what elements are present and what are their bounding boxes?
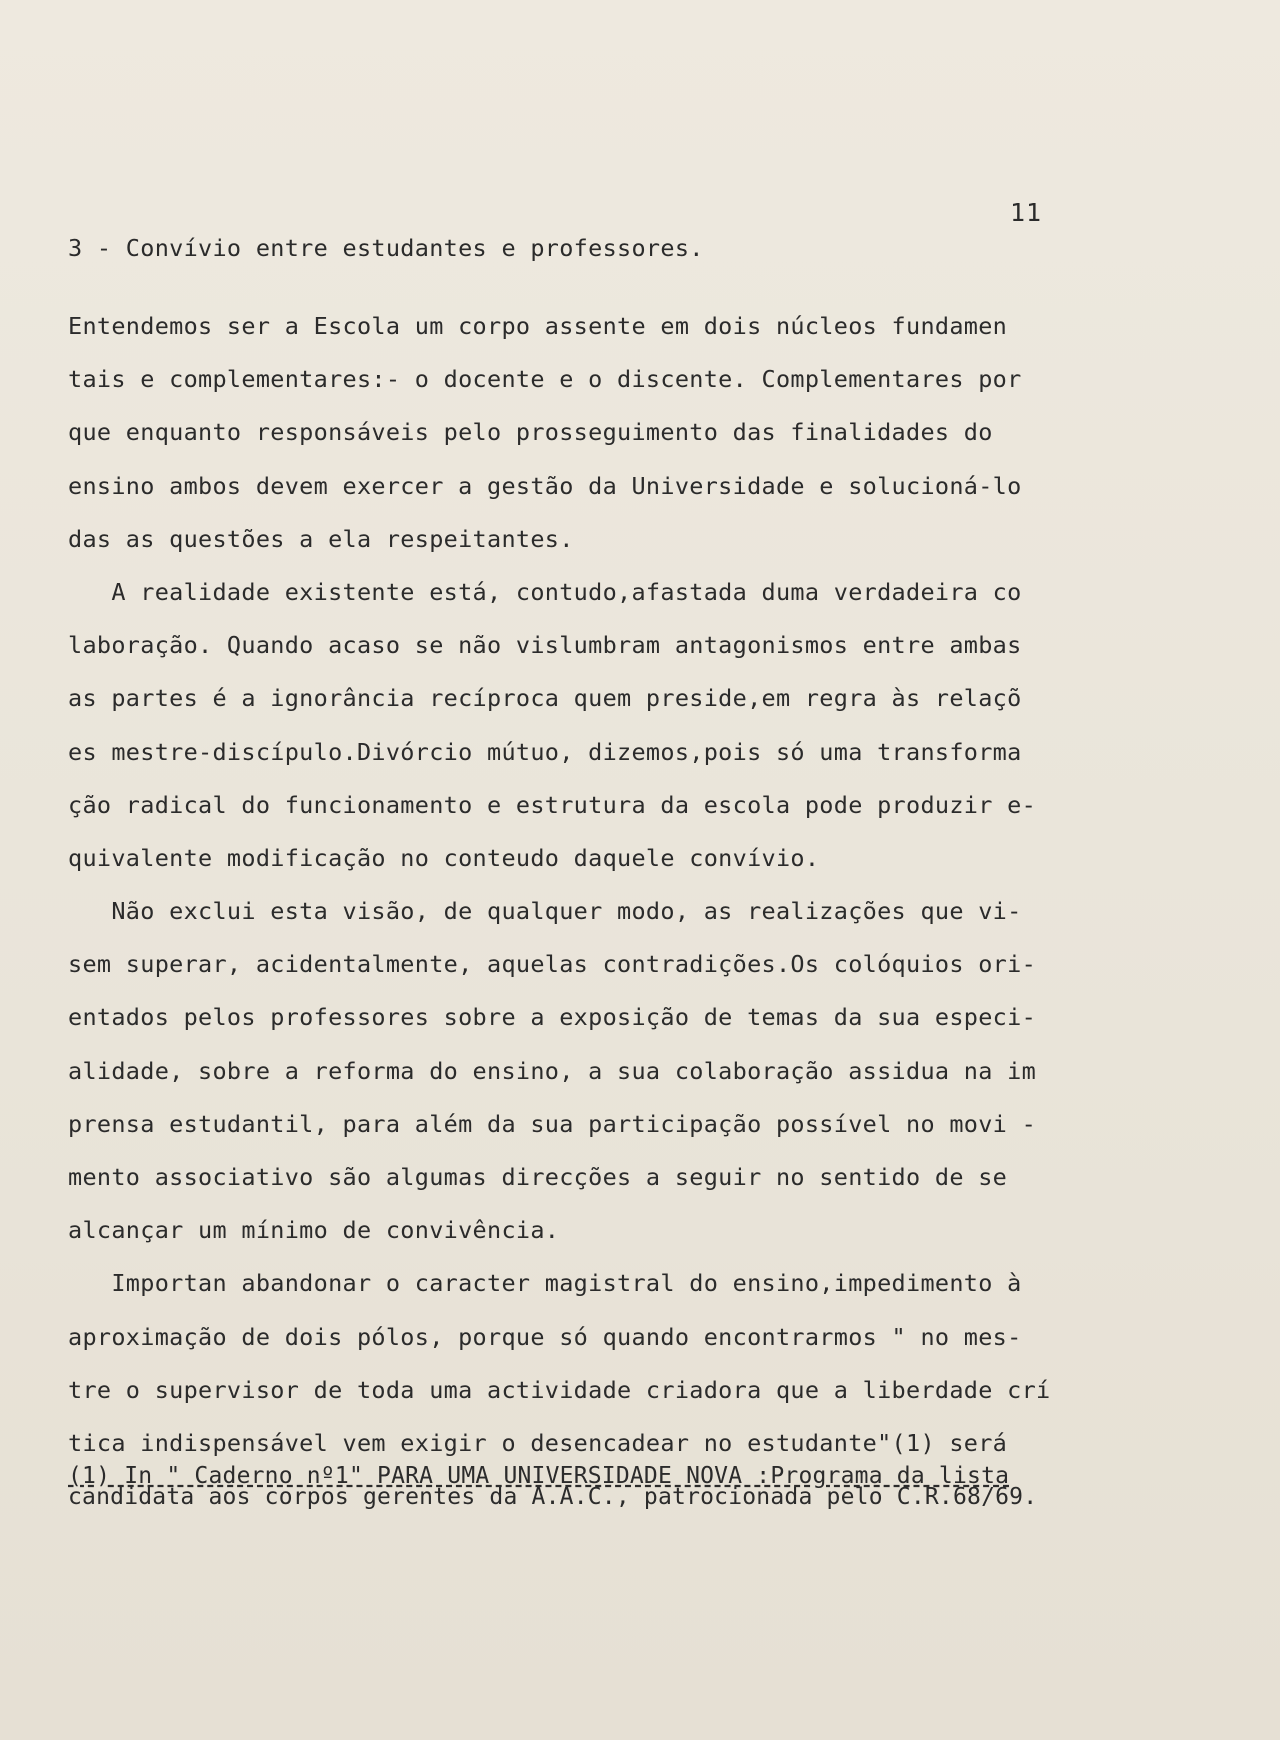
text-line: alcançar um mínimo de convivência. — [68, 1216, 560, 1245]
text-line: aproximação de dois pólos, porque só quando encontrarmos " no mes- — [68, 1322, 1022, 1351]
body-text — [68, 228, 1128, 1470]
text-line: ção radical do funcionamento e estrutura da escola pode produzir e- — [68, 790, 1037, 819]
text-line: prensa estudantil, para além da sua participação possível no movi - — [68, 1109, 1037, 1138]
text-line: tre o supervisor de toda uma actividade criadora que a liberdade crí — [68, 1375, 1051, 1404]
text-line: quivalente modificação no conteudo daquele convívio. — [68, 843, 820, 872]
text-line: mento associativo são algumas direcções a seguir no sentido de se — [68, 1163, 1008, 1191]
text-line: sem superar, acidentalmente, aquelas contradições.Os colóquios ori- — [68, 950, 1037, 979]
page-number: 11 — [1010, 198, 1043, 227]
text-line: tais e complementares:- o docente e o discente. Complementares por — [68, 365, 1022, 394]
text-line: alidade, sobre a reforma do ensino, a sua colaboração assidua na im — [68, 1056, 1037, 1085]
text-line: laboração. Quando acaso se não vislumbram antagonismos entre ambas — [68, 631, 1022, 660]
text-line: A realidade existente está, contudo,afastada duma verdadeira co — [68, 577, 1022, 606]
text-line: que enquanto responsáveis pelo prosseguimento das finalidades do — [68, 418, 993, 447]
text-line: as partes é a ignorância recíproca quem preside,em regra às relaçõ — [68, 684, 1022, 713]
footnote-line: (1) In " Caderno nº1" PARA UMA UNIVERSIDADE NOVA :Programa da lista — [68, 1463, 1010, 1489]
text-line: Entendemos ser a Escola um corpo assente em dois núcleos fundamen — [68, 312, 1008, 340]
text-line: das as questões a ela respeitantes. — [68, 524, 574, 553]
text-line: ensino ambos devem exercer a gestão da Universidade e solucioná-lo — [68, 471, 1022, 500]
text-line: Importan abandonar o caracter magistral do ensino,impedimento à — [68, 1269, 1022, 1298]
footnote — [68, 1463, 1198, 1510]
text-line: es mestre-discípulo.Divórcio mútuo, dizemos,pois só uma transforma — [68, 737, 1022, 766]
text-line: Não exclui esta visão, de qualquer modo, as realizações que vi- — [68, 897, 1022, 926]
footnote-line: candidata aos corpos gerentes da A.A.C., patrocionada pelo C.R.68/69. — [68, 1484, 1038, 1510]
section-heading: 3 - Convívio entre estudantes e professores. — [68, 234, 704, 262]
text-line: tica indispensável vem exigir o desencadear no estudante"(1) será — [68, 1428, 1008, 1457]
text-line: entados pelos professores sobre a exposição de temas da sua especi- — [68, 1003, 1037, 1032]
